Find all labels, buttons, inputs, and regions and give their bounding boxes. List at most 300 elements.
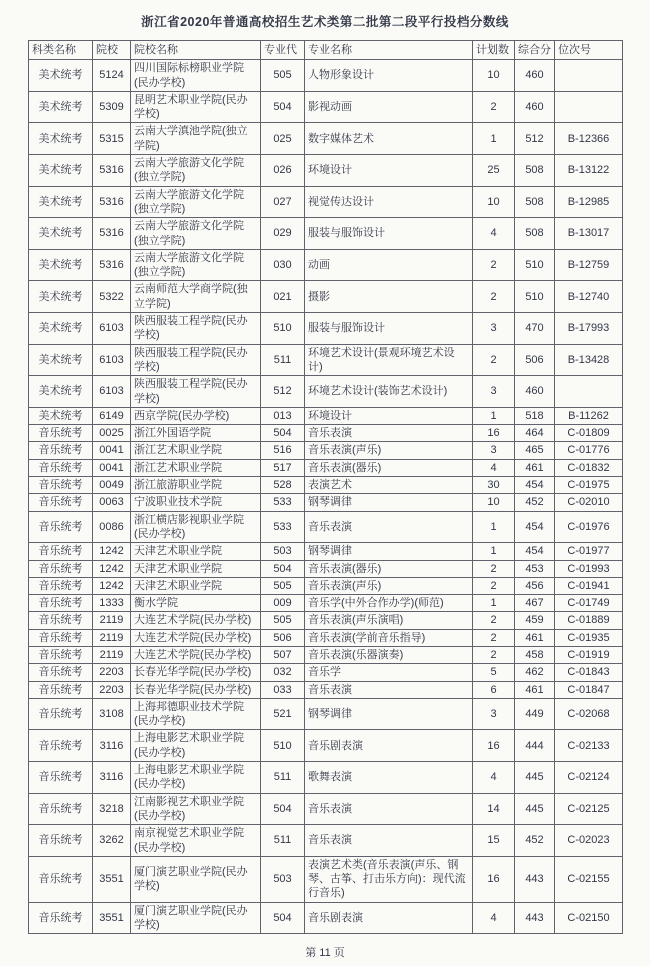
cell-school-name: 江南影视艺术职业学院(民办学校) xyxy=(131,793,261,825)
cell-composite-score: 443 xyxy=(515,856,555,902)
cell-composite-score: 461 xyxy=(515,681,555,698)
cell-major-name: 音乐表演 xyxy=(305,825,473,857)
cell-rank-number: C-01843 xyxy=(555,664,623,681)
cell-major-name: 音乐表演 xyxy=(305,793,473,825)
cell-rank-number: C-01935 xyxy=(555,629,623,646)
cell-major-code: 504 xyxy=(261,793,305,825)
cell-plan-count: 2 xyxy=(473,646,515,663)
cell-composite-score: 454 xyxy=(515,511,555,543)
cell-major-name: 音乐剧表演 xyxy=(305,902,473,934)
cell-school-name: 陕西服装工程学院(民办学校) xyxy=(131,313,261,345)
cell-school-name: 云南大学旅游文化学院(独立学院) xyxy=(131,218,261,250)
cell-plan-count: 4 xyxy=(473,902,515,934)
table-row xyxy=(29,511,623,543)
cell-school-name: 厦门演艺职业学院(民办学校) xyxy=(131,902,261,934)
column-header: 计划数 xyxy=(473,41,515,60)
cell-rank-number: B-13428 xyxy=(555,344,623,376)
cell-rank-number: C-01975 xyxy=(555,477,623,494)
cell-major-name: 表演艺术类(音乐表演(声乐、钢琴、古筝、打击乐方向)：现代流行音乐) xyxy=(305,856,473,902)
cell-major-name: 表演艺术 xyxy=(305,477,473,494)
cell-plan-count: 3 xyxy=(473,313,515,345)
cell-school-code: 2119 xyxy=(93,629,131,646)
cell-plan-count: 10 xyxy=(473,60,515,92)
cell-school-code: 3551 xyxy=(93,856,131,902)
cell-school-code: 2203 xyxy=(93,681,131,698)
cell-school-code: 5315 xyxy=(93,123,131,155)
cell-major-code: 503 xyxy=(261,543,305,560)
cell-school-name: 云南大学滇池学院(独立学院) xyxy=(131,123,261,155)
table-row xyxy=(29,494,623,511)
cell-major-code: 027 xyxy=(261,186,305,218)
cell-composite-score: 460 xyxy=(515,91,555,123)
cell-plan-count: 1 xyxy=(473,407,515,424)
cell-category: 美术统考 xyxy=(29,218,93,250)
cell-rank-number: B-17993 xyxy=(555,313,623,345)
cell-category: 音乐统考 xyxy=(29,698,93,730)
cell-composite-score: 465 xyxy=(515,442,555,459)
cell-major-code: 521 xyxy=(261,698,305,730)
cell-plan-count: 1 xyxy=(473,123,515,155)
cell-major-name: 钢琴调律 xyxy=(305,543,473,560)
cell-plan-count: 2 xyxy=(473,560,515,577)
cell-school-name: 西京学院(民办学校) xyxy=(131,407,261,424)
table-row xyxy=(29,646,623,663)
table-row xyxy=(29,543,623,560)
page-title: 浙江省2020年普通高校招生艺术类第二批第二段平行投档分数线 xyxy=(141,15,509,29)
cell-school-name: 宁波职业技术学院 xyxy=(131,494,261,511)
cell-plan-count: 2 xyxy=(473,344,515,376)
cell-major-name: 人物形象设计 xyxy=(305,60,473,92)
cell-major-code: 512 xyxy=(261,376,305,408)
cell-major-code: 503 xyxy=(261,856,305,902)
cell-rank-number: C-02125 xyxy=(555,793,623,825)
table-row xyxy=(29,560,623,577)
cell-major-code: 511 xyxy=(261,762,305,794)
cell-composite-score: 458 xyxy=(515,646,555,663)
table-row xyxy=(29,730,623,762)
cell-composite-score: 454 xyxy=(515,477,555,494)
cell-major-code: 533 xyxy=(261,494,305,511)
cell-school-code: 6103 xyxy=(93,376,131,408)
cell-major-code: 029 xyxy=(261,218,305,250)
cell-major-name: 音乐表演 xyxy=(305,511,473,543)
table-row xyxy=(29,856,623,902)
cell-composite-score: 461 xyxy=(515,459,555,476)
cell-major-code: 033 xyxy=(261,681,305,698)
cell-plan-count: 25 xyxy=(473,155,515,187)
column-header: 综合分 xyxy=(515,41,555,60)
cell-school-name: 天津艺术职业学院 xyxy=(131,543,261,560)
cell-rank-number: B-11262 xyxy=(555,407,623,424)
cell-rank-number: C-02133 xyxy=(555,730,623,762)
cell-school-name: 云南大学旅游文化学院(独立学院) xyxy=(131,155,261,187)
cell-major-name: 音乐表演(器乐) xyxy=(305,459,473,476)
cell-major-name: 钢琴调律 xyxy=(305,698,473,730)
cell-composite-score: 459 xyxy=(515,612,555,629)
cell-school-code: 5322 xyxy=(93,281,131,313)
cell-category: 音乐统考 xyxy=(29,595,93,612)
cell-composite-score: 454 xyxy=(515,543,555,560)
column-header: 院校名称 xyxy=(131,41,261,60)
cell-school-name: 四川国际标榜职业学院(民办学校) xyxy=(131,60,261,92)
cell-school-code: 2203 xyxy=(93,664,131,681)
cell-rank-number: C-01889 xyxy=(555,612,623,629)
cell-school-code: 2119 xyxy=(93,612,131,629)
cell-composite-score: 456 xyxy=(515,577,555,594)
table-row xyxy=(29,681,623,698)
cell-school-name: 浙江旅游职业学院 xyxy=(131,477,261,494)
cell-category: 音乐统考 xyxy=(29,825,93,857)
cell-rank-number xyxy=(555,60,623,92)
cell-plan-count: 4 xyxy=(473,459,515,476)
cell-category: 音乐统考 xyxy=(29,560,93,577)
cell-category: 美术统考 xyxy=(29,407,93,424)
cell-category: 音乐统考 xyxy=(29,664,93,681)
cell-school-code: 5316 xyxy=(93,186,131,218)
cell-rank-number xyxy=(555,376,623,408)
cell-major-name: 环境设计 xyxy=(305,155,473,187)
cell-major-name: 数字媒体艺术 xyxy=(305,123,473,155)
cell-school-name: 昆明艺术职业学院(民办学校) xyxy=(131,91,261,123)
cell-school-name: 大连艺术学院(民办学校) xyxy=(131,646,261,663)
cell-major-code: 507 xyxy=(261,646,305,663)
cell-category: 美术统考 xyxy=(29,344,93,376)
cell-category: 音乐统考 xyxy=(29,425,93,442)
cell-major-name: 动画 xyxy=(305,249,473,281)
cell-rank-number: C-01976 xyxy=(555,511,623,543)
cell-composite-score: 443 xyxy=(515,902,555,934)
cell-major-name: 影视动画 xyxy=(305,91,473,123)
table-body xyxy=(29,60,623,934)
cell-major-code: 025 xyxy=(261,123,305,155)
cell-school-code: 3108 xyxy=(93,698,131,730)
column-header: 位次号 xyxy=(555,41,623,60)
cell-rank-number: C-02124 xyxy=(555,762,623,794)
cell-major-name: 服装与服饰设计 xyxy=(305,218,473,250)
cell-plan-count: 3 xyxy=(473,698,515,730)
cell-school-code: 5316 xyxy=(93,155,131,187)
table-row xyxy=(29,825,623,857)
cell-plan-count: 10 xyxy=(473,186,515,218)
cell-major-name: 音乐表演(声乐) xyxy=(305,442,473,459)
table-row xyxy=(29,407,623,424)
cell-school-name: 陕西服装工程学院(民办学校) xyxy=(131,344,261,376)
cell-category: 音乐统考 xyxy=(29,543,93,560)
cell-composite-score: 452 xyxy=(515,825,555,857)
cell-plan-count: 1 xyxy=(473,511,515,543)
cell-category: 音乐统考 xyxy=(29,629,93,646)
cell-rank-number: C-02023 xyxy=(555,825,623,857)
table-row xyxy=(29,459,623,476)
cell-school-name: 浙江横店影视职业学院(民办学校) xyxy=(131,511,261,543)
cell-plan-count: 16 xyxy=(473,730,515,762)
table-row xyxy=(29,344,623,376)
cell-plan-count: 2 xyxy=(473,612,515,629)
table-row xyxy=(29,793,623,825)
cell-composite-score: 508 xyxy=(515,218,555,250)
cell-composite-score: 518 xyxy=(515,407,555,424)
cell-category: 音乐统考 xyxy=(29,577,93,594)
cell-rank-number: C-02068 xyxy=(555,698,623,730)
cell-composite-score: 444 xyxy=(515,730,555,762)
table-row xyxy=(29,91,623,123)
table-row xyxy=(29,477,623,494)
cell-plan-count: 16 xyxy=(473,856,515,902)
cell-major-name: 音乐剧表演 xyxy=(305,730,473,762)
cell-major-code: 504 xyxy=(261,425,305,442)
cell-plan-count: 2 xyxy=(473,249,515,281)
table-row xyxy=(29,123,623,155)
cell-composite-score: 470 xyxy=(515,313,555,345)
cell-category: 音乐统考 xyxy=(29,730,93,762)
cell-school-code: 3551 xyxy=(93,902,131,934)
cell-school-code: 0041 xyxy=(93,442,131,459)
table-row xyxy=(29,249,623,281)
cell-school-code: 6103 xyxy=(93,344,131,376)
column-header: 专业代 xyxy=(261,41,305,60)
table-row xyxy=(29,442,623,459)
cell-category: 音乐统考 xyxy=(29,511,93,543)
cell-school-name: 浙江艺术职业学院 xyxy=(131,459,261,476)
cell-major-code: 030 xyxy=(261,249,305,281)
cell-major-code: 511 xyxy=(261,344,305,376)
cell-plan-count: 30 xyxy=(473,477,515,494)
cell-composite-score: 467 xyxy=(515,595,555,612)
table-row xyxy=(29,313,623,345)
cell-rank-number: C-01919 xyxy=(555,646,623,663)
cell-composite-score: 453 xyxy=(515,560,555,577)
cell-rank-number: C-01809 xyxy=(555,425,623,442)
cell-major-name: 环境艺术设计(装饰艺术设计) xyxy=(305,376,473,408)
cell-major-name: 音乐表演(学前音乐指导) xyxy=(305,629,473,646)
cell-plan-count: 14 xyxy=(473,793,515,825)
page-number: 第 11 页 xyxy=(305,947,345,960)
cell-major-code: 510 xyxy=(261,730,305,762)
cell-major-code: 026 xyxy=(261,155,305,187)
cell-school-name: 大连艺术学院(民办学校) xyxy=(131,629,261,646)
cell-category: 音乐统考 xyxy=(29,793,93,825)
cell-category: 美术统考 xyxy=(29,60,93,92)
cell-school-code: 3116 xyxy=(93,762,131,794)
cell-school-code: 3218 xyxy=(93,793,131,825)
table-row xyxy=(29,186,623,218)
cell-rank-number: C-01941 xyxy=(555,577,623,594)
cell-rank-number: C-02150 xyxy=(555,902,623,934)
score-table xyxy=(28,40,623,934)
cell-major-name: 音乐学 xyxy=(305,664,473,681)
cell-rank-number: B-12759 xyxy=(555,249,623,281)
cell-school-name: 南京视觉艺术职业学院(民办学校) xyxy=(131,825,261,857)
cell-plan-count: 16 xyxy=(473,425,515,442)
cell-category: 美术统考 xyxy=(29,155,93,187)
cell-plan-count: 2 xyxy=(473,281,515,313)
cell-major-code: 504 xyxy=(261,902,305,934)
cell-category: 美术统考 xyxy=(29,281,93,313)
table-row xyxy=(29,612,623,629)
table-row xyxy=(29,425,623,442)
cell-school-name: 厦门演艺职业学院(民办学校) xyxy=(131,856,261,902)
cell-composite-score: 452 xyxy=(515,494,555,511)
cell-school-code: 0086 xyxy=(93,511,131,543)
cell-category: 音乐统考 xyxy=(29,494,93,511)
cell-major-name: 服装与服饰设计 xyxy=(305,313,473,345)
table-row xyxy=(29,577,623,594)
cell-category: 音乐统考 xyxy=(29,646,93,663)
cell-major-code: 021 xyxy=(261,281,305,313)
cell-composite-score: 464 xyxy=(515,425,555,442)
cell-major-code: 533 xyxy=(261,511,305,543)
cell-category: 音乐统考 xyxy=(29,477,93,494)
cell-school-code: 1242 xyxy=(93,543,131,560)
cell-plan-count: 10 xyxy=(473,494,515,511)
cell-major-name: 音乐表演(器乐) xyxy=(305,560,473,577)
cell-composite-score: 508 xyxy=(515,155,555,187)
cell-school-code: 6149 xyxy=(93,407,131,424)
column-header: 院校 xyxy=(93,41,131,60)
cell-major-name: 音乐表演(乐器演奏) xyxy=(305,646,473,663)
cell-school-name: 云南大学旅游文化学院(独立学院) xyxy=(131,186,261,218)
cell-school-code: 3262 xyxy=(93,825,131,857)
cell-plan-count: 15 xyxy=(473,825,515,857)
cell-major-code: 009 xyxy=(261,595,305,612)
cell-school-name: 长春光华学院(民办学校) xyxy=(131,681,261,698)
cell-plan-count: 3 xyxy=(473,376,515,408)
table-row xyxy=(29,762,623,794)
cell-major-name: 钢琴调律 xyxy=(305,494,473,511)
cell-school-name: 云南师范大学商学院(独立学院) xyxy=(131,281,261,313)
cell-rank-number: B-12366 xyxy=(555,123,623,155)
cell-major-code: 517 xyxy=(261,459,305,476)
cell-rank-number: C-01993 xyxy=(555,560,623,577)
cell-major-name: 环境艺术设计(景观环境艺术设计) xyxy=(305,344,473,376)
cell-category: 音乐统考 xyxy=(29,612,93,629)
cell-major-name: 音乐表演(声乐) xyxy=(305,577,473,594)
cell-composite-score: 508 xyxy=(515,186,555,218)
cell-composite-score: 510 xyxy=(515,249,555,281)
cell-school-name: 云南大学旅游文化学院(独立学院) xyxy=(131,249,261,281)
cell-category: 美术统考 xyxy=(29,123,93,155)
cell-school-name: 上海电影艺术职业学院(民办学校) xyxy=(131,730,261,762)
cell-category: 音乐统考 xyxy=(29,459,93,476)
cell-school-code: 0041 xyxy=(93,459,131,476)
cell-major-code: 516 xyxy=(261,442,305,459)
cell-major-code: 528 xyxy=(261,477,305,494)
cell-rank-number: C-02155 xyxy=(555,856,623,902)
cell-school-name: 衡水学院 xyxy=(131,595,261,612)
table-header xyxy=(29,41,623,60)
cell-major-code: 504 xyxy=(261,560,305,577)
cell-category: 音乐统考 xyxy=(29,681,93,698)
table-row xyxy=(29,281,623,313)
cell-major-code: 013 xyxy=(261,407,305,424)
cell-major-name: 摄影 xyxy=(305,281,473,313)
table-row xyxy=(29,376,623,408)
cell-major-code: 505 xyxy=(261,60,305,92)
cell-plan-count: 2 xyxy=(473,91,515,123)
table-row xyxy=(29,60,623,92)
cell-plan-count: 5 xyxy=(473,664,515,681)
cell-school-name: 浙江艺术职业学院 xyxy=(131,442,261,459)
cell-plan-count: 2 xyxy=(473,577,515,594)
cell-plan-count: 4 xyxy=(473,762,515,794)
cell-school-code: 5316 xyxy=(93,218,131,250)
cell-school-code: 0063 xyxy=(93,494,131,511)
cell-major-code: 032 xyxy=(261,664,305,681)
cell-major-code: 506 xyxy=(261,629,305,646)
cell-category: 音乐统考 xyxy=(29,902,93,934)
cell-major-code: 505 xyxy=(261,612,305,629)
cell-rank-number: C-01977 xyxy=(555,543,623,560)
cell-major-name: 音乐表演 xyxy=(305,681,473,698)
cell-major-name: 音乐学(中外合作办学)(师范) xyxy=(305,595,473,612)
cell-school-name: 天津艺术职业学院 xyxy=(131,577,261,594)
cell-school-code: 3116 xyxy=(93,730,131,762)
cell-rank-number: C-02010 xyxy=(555,494,623,511)
cell-school-name: 天津艺术职业学院 xyxy=(131,560,261,577)
cell-composite-score: 460 xyxy=(515,376,555,408)
cell-school-code: 1242 xyxy=(93,577,131,594)
table-row xyxy=(29,218,623,250)
cell-rank-number: C-01776 xyxy=(555,442,623,459)
cell-plan-count: 1 xyxy=(473,543,515,560)
cell-major-name: 环境设计 xyxy=(305,407,473,424)
cell-rank-number: B-12985 xyxy=(555,186,623,218)
cell-school-name: 陕西服装工程学院(民办学校) xyxy=(131,376,261,408)
cell-category: 美术统考 xyxy=(29,313,93,345)
cell-school-code: 0025 xyxy=(93,425,131,442)
table-row xyxy=(29,155,623,187)
cell-composite-score: 506 xyxy=(515,344,555,376)
cell-school-name: 长春光华学院(民办学校) xyxy=(131,664,261,681)
cell-rank-number: B-13017 xyxy=(555,218,623,250)
cell-rank-number: B-12740 xyxy=(555,281,623,313)
cell-major-code: 511 xyxy=(261,825,305,857)
cell-composite-score: 449 xyxy=(515,698,555,730)
cell-category: 美术统考 xyxy=(29,91,93,123)
table-row xyxy=(29,595,623,612)
cell-rank-number: C-01847 xyxy=(555,681,623,698)
table-row xyxy=(29,698,623,730)
cell-rank-number: C-01832 xyxy=(555,459,623,476)
cell-rank-number xyxy=(555,91,623,123)
cell-composite-score: 445 xyxy=(515,793,555,825)
cell-category: 美术统考 xyxy=(29,186,93,218)
cell-school-code: 1242 xyxy=(93,560,131,577)
cell-school-code: 5316 xyxy=(93,249,131,281)
cell-rank-number: B-13122 xyxy=(555,155,623,187)
cell-major-code: 510 xyxy=(261,313,305,345)
table-row xyxy=(29,664,623,681)
cell-major-code: 504 xyxy=(261,91,305,123)
cell-major-name: 视觉传达设计 xyxy=(305,186,473,218)
cell-rank-number: C-01749 xyxy=(555,595,623,612)
cell-school-code: 2119 xyxy=(93,646,131,663)
cell-major-name: 音乐表演 xyxy=(305,425,473,442)
cell-school-name: 上海电影艺术职业学院(民办学校) xyxy=(131,762,261,794)
cell-composite-score: 460 xyxy=(515,60,555,92)
table-row xyxy=(29,902,623,934)
cell-composite-score: 512 xyxy=(515,123,555,155)
cell-school-name: 大连艺术学院(民办学校) xyxy=(131,612,261,629)
cell-school-code: 0049 xyxy=(93,477,131,494)
cell-plan-count: 1 xyxy=(473,595,515,612)
cell-composite-score: 510 xyxy=(515,281,555,313)
column-header: 科类名称 xyxy=(29,41,93,60)
cell-plan-count: 3 xyxy=(473,442,515,459)
cell-plan-count: 6 xyxy=(473,681,515,698)
header-row xyxy=(29,41,623,60)
cell-major-code: 505 xyxy=(261,577,305,594)
